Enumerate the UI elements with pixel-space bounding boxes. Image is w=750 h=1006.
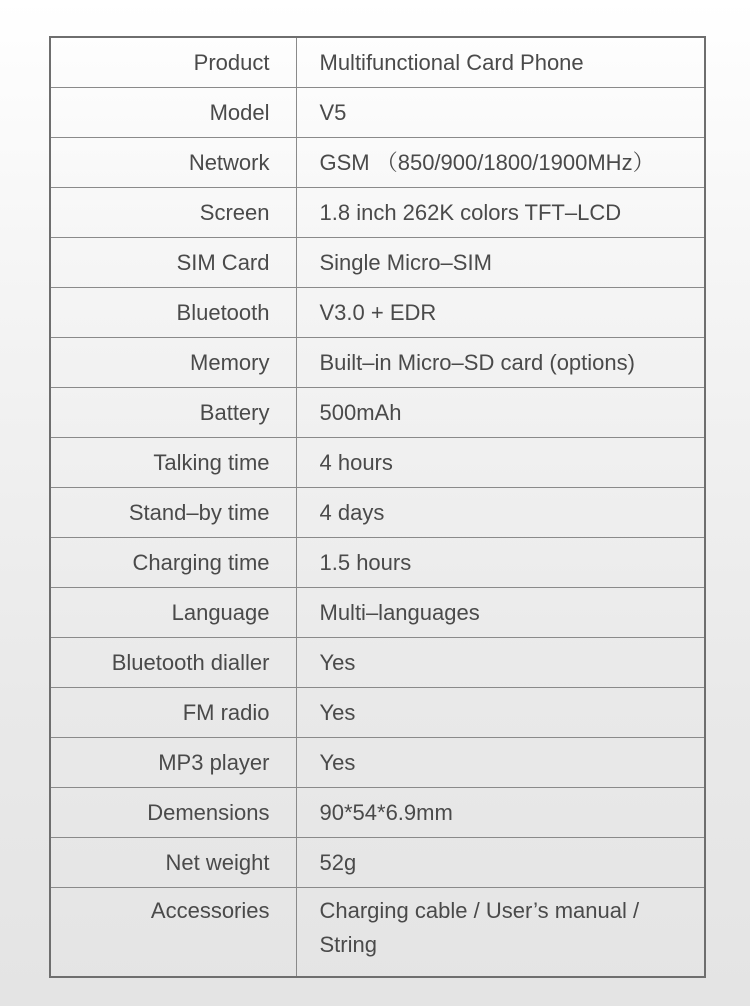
table-row <box>50 438 705 488</box>
spec-value: Yes <box>296 638 705 688</box>
spec-label: Bluetooth dialler <box>50 638 296 688</box>
spec-label: Demensions <box>50 788 296 838</box>
spec-value: 52g <box>296 838 705 888</box>
spec-value: 1.5 hours <box>296 538 705 588</box>
spec-label: Net weight <box>50 838 296 888</box>
spec-value: Yes <box>296 688 705 738</box>
spec-value: 1.8 inch 262K colors TFT–LCD <box>296 188 705 238</box>
spec-label: Talking time <box>50 438 296 488</box>
table-row <box>50 688 705 738</box>
spec-table <box>49 36 706 978</box>
spec-label: Bluetooth <box>50 288 296 338</box>
spec-value: V5 <box>296 88 705 138</box>
spec-label: Charging time <box>50 538 296 588</box>
spec-label: FM radio <box>50 688 296 738</box>
spec-label: Memory <box>50 338 296 388</box>
table-row <box>50 888 705 978</box>
table-row <box>50 238 705 288</box>
spec-label: Accessories <box>50 888 296 978</box>
table-row <box>50 288 705 338</box>
spec-label: Product <box>50 37 296 88</box>
table-row <box>50 488 705 538</box>
table-row <box>50 88 705 138</box>
spec-value: Multifunctional Card Phone <box>296 37 705 88</box>
spec-label: MP3 player <box>50 738 296 788</box>
spec-label: SIM Card <box>50 238 296 288</box>
table-row <box>50 738 705 788</box>
spec-value: 500mAh <box>296 388 705 438</box>
spec-value: Charging cable / User’s manual / String <box>296 888 705 978</box>
spec-label: Screen <box>50 188 296 238</box>
spec-value: Yes <box>296 738 705 788</box>
table-row <box>50 37 705 88</box>
table-row <box>50 838 705 888</box>
table-row <box>50 588 705 638</box>
spec-value: 4 days <box>296 488 705 538</box>
spec-value: GSM （850/900/1800/1900MHz） <box>296 138 705 188</box>
spec-value: Built–in Micro–SD card (options) <box>296 338 705 388</box>
spec-label: Model <box>50 88 296 138</box>
spec-label: Language <box>50 588 296 638</box>
table-row <box>50 388 705 438</box>
table-row <box>50 188 705 238</box>
table-row <box>50 538 705 588</box>
spec-value: Multi–languages <box>296 588 705 638</box>
spec-label: Battery <box>50 388 296 438</box>
table-row <box>50 138 705 188</box>
spec-value: 4 hours <box>296 438 705 488</box>
spec-value: 90*54*6.9mm <box>296 788 705 838</box>
spec-value: Single Micro–SIM <box>296 238 705 288</box>
table-row <box>50 638 705 688</box>
spec-label: Stand–by time <box>50 488 296 538</box>
table-row <box>50 338 705 388</box>
table-row <box>50 788 705 838</box>
spec-label: Network <box>50 138 296 188</box>
spec-value: V3.0 + EDR <box>296 288 705 338</box>
